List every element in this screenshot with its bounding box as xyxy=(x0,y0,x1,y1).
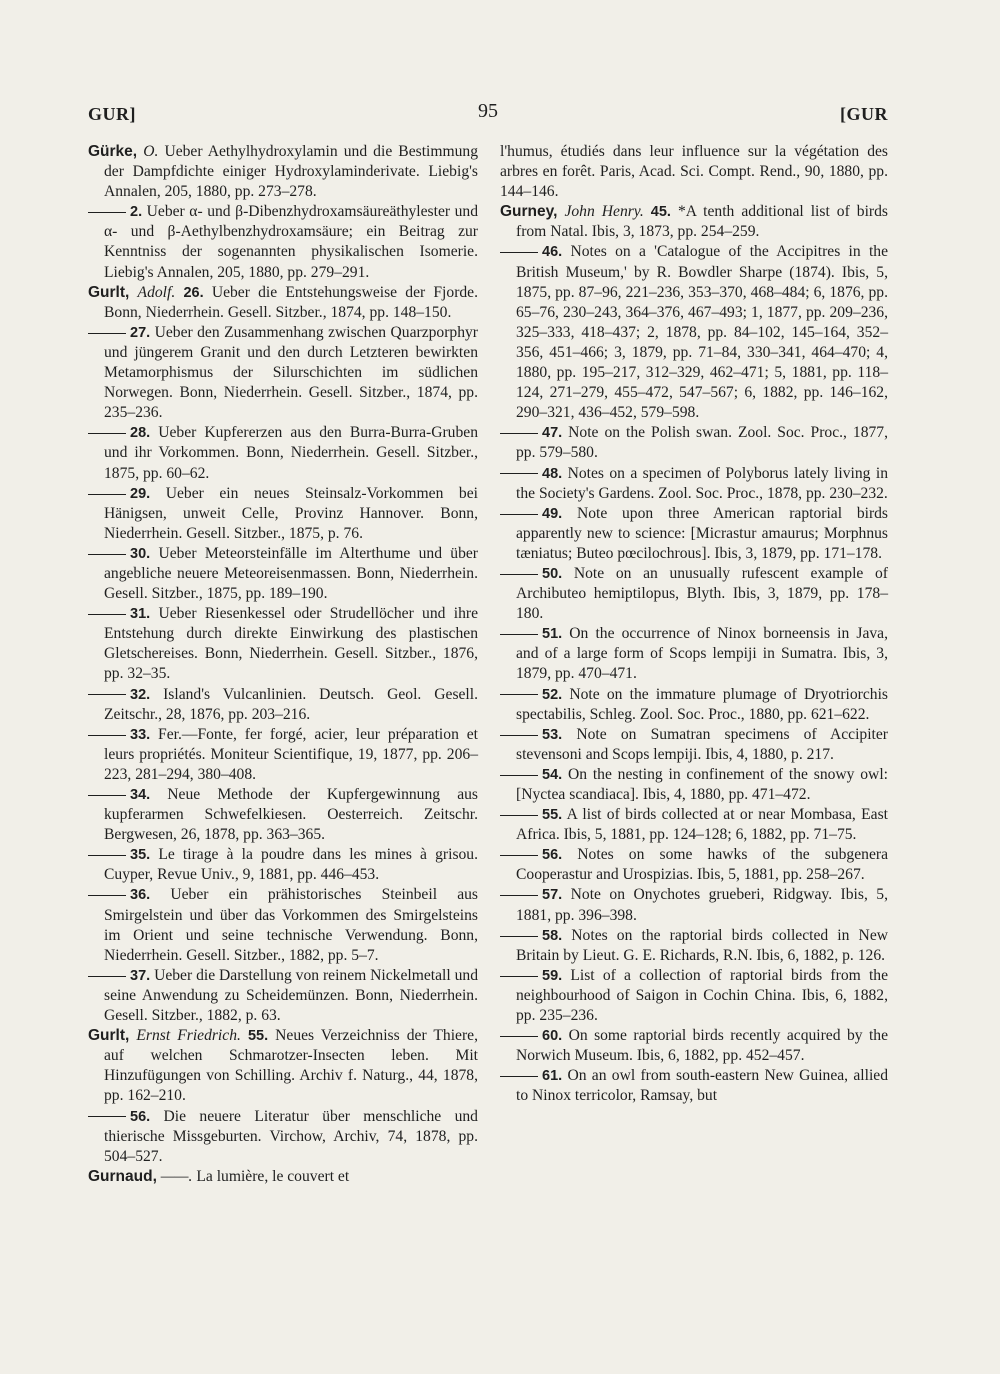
ditto-rule xyxy=(88,433,126,434)
entry-text: List of a collection of raptorial birds from the neighbourhood of Saigon in Cochin China. Ibis, 6, 1882, pp. 235–236. xyxy=(516,966,888,1025)
entry-number: 46. xyxy=(542,244,563,261)
entry-number: 54. xyxy=(542,766,563,783)
entry-number: 56. xyxy=(130,1108,151,1125)
ditto-rule xyxy=(500,735,538,736)
entry-number: 58. xyxy=(542,927,563,944)
entry-text: Neue Methode der Kupfergewinnung aus kupferarmen Schwefelkiesen. Oesterreich. Zeitschr. Bergwesen, 26, 1878, pp. 363–365. xyxy=(104,786,478,844)
bibliography-entry xyxy=(500,242,888,423)
ditto-rule xyxy=(88,333,126,334)
entry-number: 55. xyxy=(247,1028,269,1045)
entry-number: 56. xyxy=(542,847,563,864)
ditto-rule xyxy=(500,473,538,474)
entry-number: 52. xyxy=(542,686,563,703)
ditto-rule xyxy=(88,976,126,977)
bibliography-entry xyxy=(500,1026,888,1066)
page-number: 95 xyxy=(478,100,498,122)
ditto-rule xyxy=(500,936,538,937)
entry-text: Notes on some hawks of the subgenera Cooperastur and Urospizias. Ibis, 5, 1881, pp. 258–267. xyxy=(516,846,888,884)
bibliography-entry xyxy=(500,845,888,885)
entry-text: Note on the immature plumage of Dryotriorchis spectabilis, Schleg. Zool. Soc. Proc., 1880, pp. 621–622. xyxy=(516,685,888,723)
entry-number: 37. xyxy=(130,967,151,984)
bibliography-entry xyxy=(88,283,478,323)
ditto-rule xyxy=(88,554,126,555)
entry-text: Die neuere Literatur über menschliche und thierische Missgeburten. Virchow, Archiv, 74, 1878, pp. 504–527. xyxy=(104,1107,478,1165)
bibliography-entry xyxy=(88,604,478,684)
bibliography-entry xyxy=(88,845,478,885)
entry-number: 51. xyxy=(542,626,563,643)
entry-text: La lumière, le couvert et xyxy=(196,1167,350,1185)
entry-text: Note on Onychotes grueberi, Ridgway. Ibis, 5, 1881, pp. 396–398. xyxy=(516,886,889,924)
entry-text: Note on the Polish swan. Zool. Soc. Proc., 1877, pp. 579–580. xyxy=(516,424,888,462)
author-given-name: O. xyxy=(143,143,159,160)
author-given-name: Ernst Friedrich. xyxy=(136,1027,241,1045)
bibliography-entry xyxy=(500,805,888,845)
author-given-name: Adolf. xyxy=(137,283,176,301)
entry-number: 30. xyxy=(130,545,151,562)
entry-number: 26. xyxy=(183,284,204,301)
bibliography-entry xyxy=(88,725,478,785)
entry-text: Note on an unusually rufescent example of Archibuteo hemiptilopus, Blyth. Ibis, 3, 1879, pp. 178–180. xyxy=(516,564,889,623)
entry-number: 59. xyxy=(542,967,563,984)
bibliography-entry xyxy=(88,1167,478,1187)
entry-number: 31. xyxy=(130,606,151,623)
entry-number: 33. xyxy=(130,726,151,743)
bibliography-entry xyxy=(88,544,478,604)
bibliography-entry xyxy=(88,785,478,845)
bibliography-entry xyxy=(500,202,888,242)
bibliography-entry xyxy=(88,685,478,725)
entry-text: Ueber Kupfererzen aus den Burra-Burra-Gruben und ihr Vorkommen. Bonn, Niederrhein. Gesell. Sitzber., 1875, pp. 60–62. xyxy=(104,424,478,482)
ditto-rule xyxy=(500,1036,538,1037)
entry-number: 28. xyxy=(130,425,151,442)
entry-text: l'humus, étudiés dans leur influence sur la végétation des arbres en forêt. Paris, Acad. Sci. Compt. Rend., 90, 1880, pp. 144–146. xyxy=(500,143,888,201)
bibliography-entry xyxy=(88,1107,478,1167)
bibliography-entry xyxy=(88,484,478,544)
entry-number: 27. xyxy=(130,324,151,341)
ditto-rule xyxy=(500,895,538,896)
running-head-right: [GUR xyxy=(840,104,888,124)
entry-text: Ueber ein neues Steinsalz-Vorkommen bei Hänigsen, unweit Celle, Provinz Hannover. Bonn, Niederrhein. Gesell. Sitzber., 1875, p. 76. xyxy=(104,484,478,542)
ditto-rule xyxy=(88,795,126,796)
bibliography-entry xyxy=(500,564,888,624)
entry-text: Note on Sumatran specimens of Accipiter stevensoni and Scops lempiji. Ibis, 4, 1880, p. 217. xyxy=(516,725,888,763)
entry-text: Ueber α- und β-Dibenzhydroxamsäureäthylester und α- und β-Aethylbenzhydroxamsäure; ein Beitrag zur Kenntniss der sogenannten physikalischen Isomerie. Liebig's Annalen, 205, 1880, pp. 279–291. xyxy=(104,203,479,281)
entry-text: Ueber ein prähistorisches Steinbeil aus Smirgelstein und über das Vorkommen des Smirgelsteins im Orient und seine technische Verwendung. Bonn, Niederrhein. Gesell. Sitzber., 1882, pp. 5–7. xyxy=(104,886,478,964)
entry-text: Ueber die Entstehungsweise der Fjorde. Bonn, Niederrhein. Gesell. Sitzber., 1874, pp. 148–150. xyxy=(104,283,478,321)
entry-text: On the nesting in confinement of the snowy owl: [Nyctea scandiaca]. Ibis, 4, 1880, pp. 471–472. xyxy=(516,765,888,803)
entry-text: *A tenth additional list of birds from Natal. Ibis, 3, 1873, pp. 254–259. xyxy=(516,203,888,241)
bibliography-entry xyxy=(500,504,888,564)
ditto-rule xyxy=(88,855,126,856)
author-given-name: John Henry. xyxy=(564,203,644,221)
left-column xyxy=(88,142,478,1187)
entry-text: Island's Vulcanlinien. Deutsch. Geol. Gesell. Zeitschr., 28, 1876, pp. 203–216. xyxy=(104,685,478,723)
bibliography-entry xyxy=(500,685,888,725)
entry-text: Notes on a 'Catalogue of the Accipitres in the British Museum,' by R. Bowdler Sharpe (1874). Ibis, 5, 1875, pp. 87–96, 221–236, 353–370, 468–484; 6, 1876, pp. 65–76, 230–243, 364–376, 467–493; 1, 1877, pp. 209–236, 325–333, 418–437; 2, 1878, pp. 84–102, 145–164, 352–356, 451–466; 3, 1879, pp. 71–84, 330–341, 464–470; 4, 1880, pp. 195–217, 312–329, 462–471; 5, 1881, pp. 118–124, 271–279, 455–472, 547–567; 6, 1882, pp. 146–162, 290–321, 436–452, 579–598. xyxy=(516,243,888,422)
bibliography-entry xyxy=(88,323,478,423)
entry-text: Notes on a specimen of Polyborus lately living in the Society's Gardens. Zool. Soc. Proc., 1878, pp. 230–232. xyxy=(516,464,888,502)
bibliography-entry xyxy=(500,885,888,925)
ditto-rule xyxy=(500,976,538,977)
bibliography-entry xyxy=(500,926,888,966)
ditto-rule xyxy=(500,855,538,856)
entry-number: 32. xyxy=(130,686,151,703)
entry-number: 47. xyxy=(542,425,563,442)
ditto-rule xyxy=(500,433,538,434)
entry-text: Notes on the raptorial birds collected in New Britain by Lieut. G. E. Richards, R.N. Ibis, 6, 1882, p. 126. xyxy=(516,926,888,964)
bibliography-entry xyxy=(88,202,478,282)
bibliography-entry xyxy=(88,1026,478,1106)
entry-text: Fer.—Fonte, fer forgé, acier, leur préparation et leurs propriétés. Moniteur Scientifique, 19, 1877, pp. 206–223, 281–294, 380–408. xyxy=(104,725,478,783)
bibliography-entry xyxy=(88,423,478,483)
bibliography-entry xyxy=(500,423,888,463)
ditto-rule xyxy=(500,694,538,695)
entry-text: On an owl from south-eastern New Guinea, allied to Ninox terricolor, Ramsay, but xyxy=(516,1067,888,1105)
entry-text: Ueber den Zusammenhang zwischen Quarzporphyr und jüngerem Granit und den durch Letzteren bewirkten Metamorphismus der Silurschichten im südlichen Norwegen. Bonn, Niederrhein. Gesell. Sitzber., 1874, pp. 235–236. xyxy=(104,323,478,422)
entry-number: 29. xyxy=(130,485,151,502)
entry-text: Ueber die Darstellung von reinem Nickelmetall und seine Anwendung zu Scheidemünzen. Bonn, Niederrhein. Gesell. Sitzber., 1882, p. 63. xyxy=(104,966,478,1025)
author-name: Gurlt, xyxy=(88,1027,130,1045)
bibliography-entry xyxy=(88,142,478,202)
page-header xyxy=(88,100,888,132)
entry-number: 50. xyxy=(542,565,563,582)
entry-text: Note upon three American raptorial birds apparently new to science: [Micrastur amaurus; Morphnus tæniatus; Buteo pœcilochrous]. Ibis, 3, 1879, pp. 171–178. xyxy=(516,504,889,562)
entry-number: 55. xyxy=(542,807,563,824)
entry-number: 34. xyxy=(130,787,151,803)
author-given-name: ——. xyxy=(160,1167,193,1185)
bibliography-entry xyxy=(500,765,888,805)
entry-number: 53. xyxy=(542,726,563,743)
ditto-rule xyxy=(500,775,538,776)
entry-text: A list of birds collected at or near Mombasa, East Africa. Ibis, 5, 1881, pp. 124–128; 6, 1882, pp. 71–75. xyxy=(516,806,888,844)
entry-number: 45. xyxy=(650,204,671,221)
ditto-rule xyxy=(88,212,126,213)
author-name: Gürke, xyxy=(88,143,138,160)
entry-number: 57. xyxy=(542,887,563,904)
bibliography-entry xyxy=(88,966,478,1026)
ditto-rule xyxy=(88,735,126,736)
ditto-rule xyxy=(500,252,538,253)
bibliography-entry xyxy=(500,966,888,1026)
ditto-rule xyxy=(88,614,126,615)
ditto-rule xyxy=(500,815,538,816)
entry-number: 61. xyxy=(542,1068,563,1085)
bibliography-entry xyxy=(88,885,478,965)
bibliography-entry xyxy=(500,624,888,684)
entry-number: 48. xyxy=(542,465,563,482)
ditto-rule xyxy=(88,1116,126,1117)
right-column xyxy=(500,142,888,1107)
entry-text: On some raptorial birds recently acquired by the Norwich Museum. Ibis, 6, 1882, pp. 452–457. xyxy=(516,1027,888,1065)
entry-number: 36. xyxy=(130,887,151,904)
running-head-left: GUR] xyxy=(88,104,136,124)
entry-text: Ueber Aethylhydroxylamin und die Bestimmung der Dampfdichte einiger Hydroxylaminderivate. Liebig's Annalen, 205, 1880, pp. 273–278. xyxy=(104,143,479,201)
ditto-rule xyxy=(500,1076,538,1077)
entry-number: 49. xyxy=(542,505,563,522)
ditto-rule xyxy=(88,895,126,896)
entry-text: On the occurrence of Ninox borneensis in Java, and of a large form of Scops lempiji in Sumatra. Ibis, 3, 1879, pp. 470–471. xyxy=(516,625,888,683)
bibliography-entry xyxy=(500,464,888,504)
bibliography-entry xyxy=(500,725,888,765)
ditto-rule xyxy=(500,574,538,575)
bibliography-entry xyxy=(500,1066,888,1106)
author-name: Gurnaud, xyxy=(88,1167,157,1185)
entry-text: Le tirage à la poudre dans les mines à grisou. Cuyper, Revue Univ., 9, 1881, pp. 446–453. xyxy=(104,846,479,884)
entry-number: 2. xyxy=(130,204,143,221)
author-name: Gurlt, xyxy=(88,283,130,301)
entry-text: Ueber Meteorsteinfälle im Alterthume und über angebliche neuere Meteoreisenmassen. Bonn, Niederrhein. Gesell. Sitzber., 1875, pp. 189–190. xyxy=(104,544,478,603)
ditto-rule xyxy=(88,494,126,495)
entry-text: Neues Verzeichniss der Thiere, auf welchen Schmarotzer-Insecten leben. Mit Hinzufügungen von Schilling. Archiv f. Naturg., 44, 1878, pp. 162–210. xyxy=(104,1027,478,1105)
author-name: Gurney, xyxy=(500,203,558,221)
ditto-rule xyxy=(500,514,538,515)
ditto-rule xyxy=(88,694,126,695)
ditto-rule xyxy=(500,634,538,635)
bibliography-entry xyxy=(500,142,888,202)
entry-text: Ueber Riesenkessel oder Strudellöcher und ihre Entstehung durch direkte Einwirkung des plastischen Gletschereises. Bonn, Niederrhein. Gesell. Sitzber., 1876, pp. 32–35. xyxy=(104,605,478,683)
entry-number: 35. xyxy=(130,847,151,864)
entry-number: 60. xyxy=(542,1028,563,1045)
